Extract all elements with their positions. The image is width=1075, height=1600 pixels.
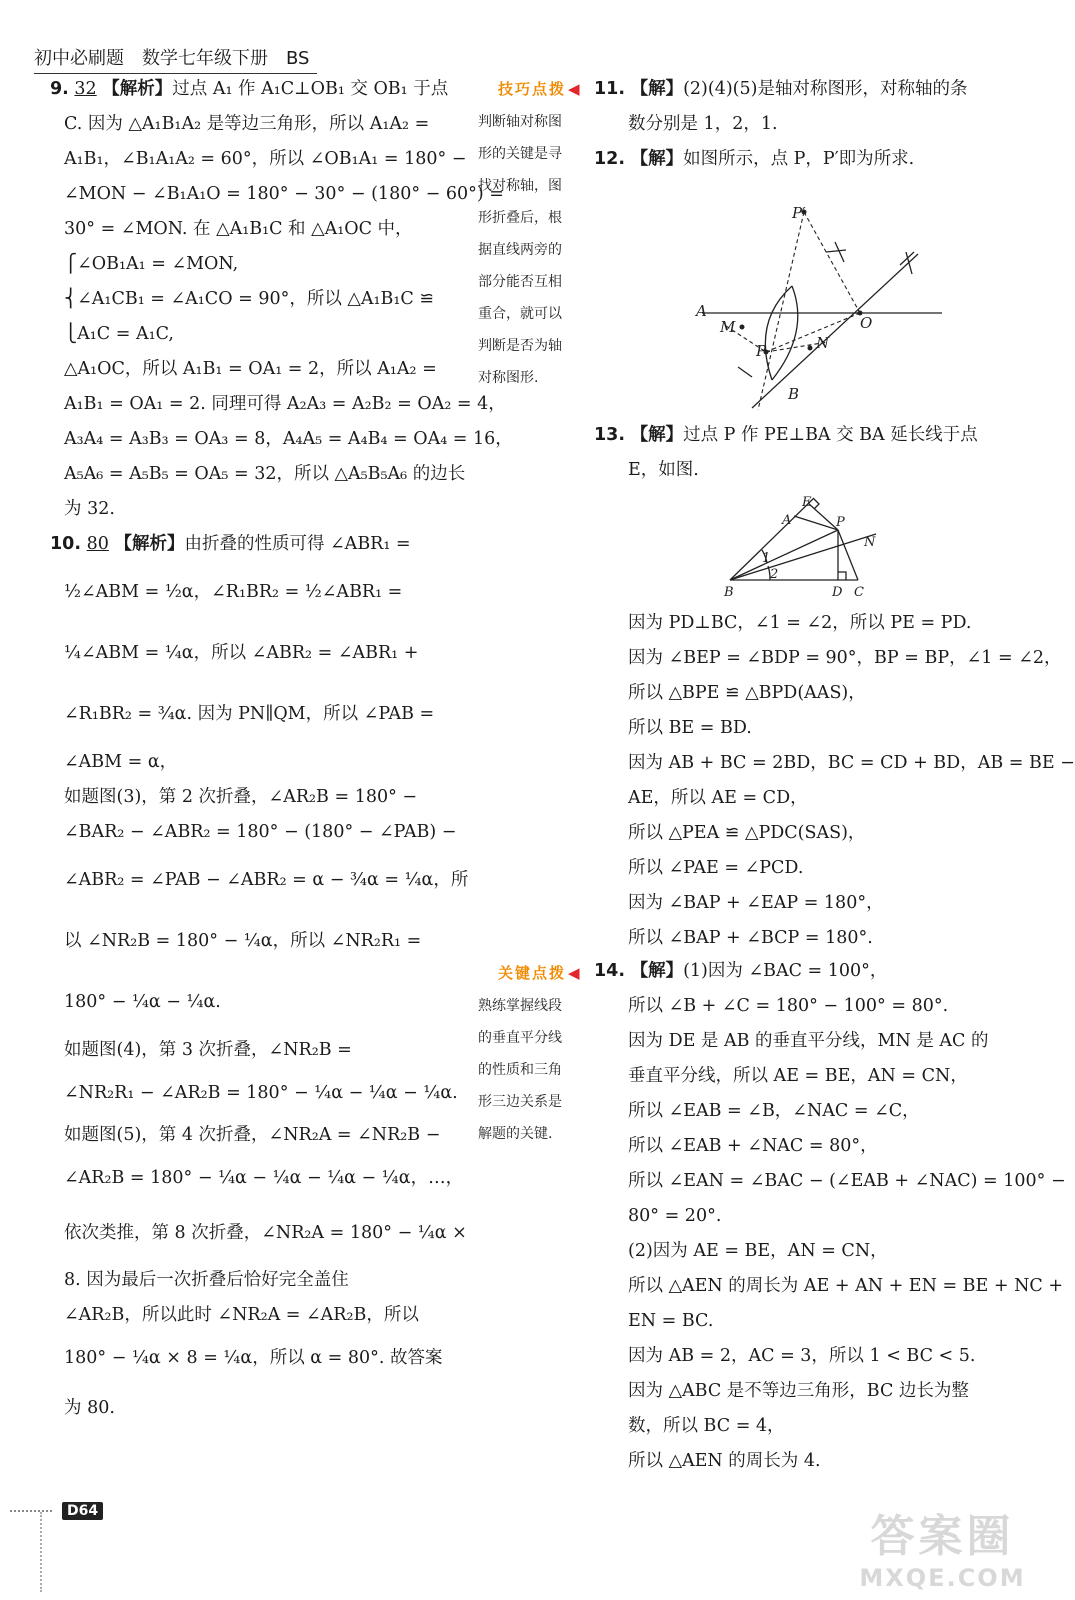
segment-pe: [808, 503, 838, 530]
text-line: 过点 A₁ 作 A₁C⊥OB₁ 交 OB₁ 于点: [172, 79, 449, 99]
text-line: 所以 △BPE ≌ △BPD(AAS)，: [628, 683, 866, 703]
text-line: 因为 DE 是 AB 的垂直平分线，MN 是 AC 的: [628, 1031, 989, 1051]
text-line: 因为 ∠BAP + ∠EAP = 180°，: [628, 893, 884, 913]
tip-line: 部分能否互相: [478, 274, 562, 290]
arc-left: [765, 286, 792, 380]
q11-number: 11.: [594, 79, 626, 99]
text-line: (2)因为 AE = BE，AN = CN，: [628, 1241, 888, 1261]
point-m: [740, 325, 745, 330]
p-o-dashed: [766, 313, 860, 352]
point-n: [808, 346, 813, 351]
q12-tag: 【解】: [630, 149, 684, 169]
label-m: M: [720, 318, 736, 336]
text-line: 依次类推，第 8 次折叠，∠NR₂A = 180° − ¼α ×: [64, 1223, 467, 1243]
tip-line: 重合，就可以: [478, 306, 562, 322]
label-n: N: [864, 535, 876, 550]
footer-dots: [10, 1510, 52, 1512]
tip-line: 的性质和三角: [478, 1062, 562, 1078]
q13-block-top: [594, 418, 1014, 488]
tip-line: 判断是否为轴: [478, 338, 562, 354]
text-line: 为 80.: [64, 1398, 115, 1418]
text-line: 因为 ∠BEP = ∠BDP = 90°，BP = BP，∠1 = ∠2，: [628, 648, 1062, 668]
text-line: 由折叠的性质可得 ∠ABR₁ =: [184, 534, 411, 554]
label-p: P: [836, 515, 845, 530]
tip-title-key: 关键点拨 ◀: [498, 962, 582, 983]
text-line: 所以 △PEA ≌ △PDC(SAS)，: [628, 823, 866, 843]
text-line: ∠NR₂R₁ − ∠AR₂B = 180° − ¼α − ¼α − ¼α.: [64, 1083, 458, 1103]
text-line: 如题图(3)，第 2 次折叠，∠AR₂B = 180° −: [64, 787, 418, 807]
tick: [835, 242, 844, 262]
label-angle-1: 1: [762, 551, 771, 566]
ray-bn: [730, 534, 876, 580]
text-line: ∠ABM = α，: [64, 752, 178, 772]
text-line: EN = BC.: [628, 1311, 714, 1331]
q12-line-1: [594, 142, 1014, 177]
tip-title-technique: 技巧点拨 ◀: [498, 78, 582, 99]
text-line: 以 ∠NR₂B = 180° − ¼α，所以 ∠NR₂R₁ =: [64, 931, 422, 951]
watermark: [850, 1500, 1035, 1592]
figure-13-diagram: [718, 490, 888, 600]
text-line: A₁B₁，∠B₁A₁A₂ = 60°，所以 ∠OB₁A₁ = 180° −: [64, 149, 467, 169]
text-line: A₅A₆ = A₅B₅ = OA₅ = 32，所以 △A₅B₅A₆ 的边长: [64, 464, 466, 484]
text-line: 180° − ¼α × 8 = ¼α，所以 α = 80°. 故答案: [64, 1348, 443, 1368]
label-p-prime: P′: [792, 204, 806, 222]
text-line: 因为 AB = 2，AC = 3，所以 1 < BC < 5.: [628, 1346, 976, 1366]
tip-line: 找对称轴，图: [478, 178, 562, 194]
label-b: B: [788, 385, 800, 403]
text-line: 所以 ∠BAP + ∠BCP = 180°.: [628, 928, 873, 948]
text-line: 8. 因为最后一次折叠后恰好完全盖住: [64, 1270, 349, 1290]
text-line: ⎧∠OB₁A₁ = ∠MON,: [64, 254, 239, 274]
label-d: D: [832, 585, 843, 600]
text-line: 数分别是 1，2，1.: [628, 114, 778, 134]
q10-line-1: [50, 527, 470, 562]
page-number: D64: [62, 1502, 103, 1520]
tip-line: 的垂直平分线: [478, 1030, 562, 1046]
text-line: 因为 PD⊥BC，∠1 = ∠2，所以 PE = PD.: [628, 613, 972, 633]
text-line: C. 因为 △A₁B₁A₂ 是等边三角形，所以 A₁A₂ =: [64, 114, 430, 134]
q11-line-1: [594, 72, 1014, 107]
label-b: B: [724, 585, 734, 600]
text-line: ∠AR₂B = 180° − ¼α − ¼α − ¼α − ¼α，…，: [64, 1168, 464, 1188]
tip-line: 形折叠后，根: [478, 210, 562, 226]
q11-tag: 【解】: [630, 79, 684, 99]
label-n: N: [816, 334, 830, 352]
text-line: ∠AR₂B，所以此时 ∠NR₂A = ∠AR₂B，所以: [64, 1305, 419, 1325]
text-line: E，如图.: [628, 460, 699, 480]
watermark-bottom: MXQE.COM: [859, 1564, 1026, 1592]
q13-tag: 【解】: [630, 425, 684, 445]
label-o: O: [860, 314, 873, 332]
q9-answer: 32: [74, 79, 97, 99]
segment-bp: [730, 530, 838, 580]
text-line: 30° = ∠MON. 在 △A₁B₁C 和 △A₁OC 中，: [64, 219, 413, 239]
tip-body-key: [478, 990, 583, 1150]
text-line: ∠BAR₂ − ∠ABR₂ = 180° − (180° − ∠PAB) −: [64, 822, 457, 842]
tip-body-technique: [478, 106, 583, 394]
text-line: 如图所示，点 P，P′即为所求.: [683, 149, 915, 169]
text-line: 所以 △AEN 的周长为 4.: [628, 1451, 821, 1471]
text-line: 所以 BE = BD.: [628, 718, 752, 738]
text-line: 数，所以 BC = 4，: [628, 1416, 785, 1436]
text-line: 为 32.: [64, 499, 115, 519]
arc-right: [772, 286, 798, 380]
label-p: P: [756, 342, 767, 360]
q14-block: [594, 954, 1066, 1479]
tip-line: 形三边关系是: [478, 1094, 562, 1110]
figure-12-diagram: [680, 182, 960, 418]
text-line: ⎩A₁C = A₁C,: [64, 324, 174, 344]
text-line: A₃A₄ = A₃B₃ = OA₃ = 8，A₄A₅ = A₄B₄ = OA₄ = 16，: [64, 429, 513, 449]
pp-o-dashed: [804, 212, 860, 313]
text-line: 所以 ∠EAN = ∠BAC − (∠EAB + ∠NAC) = 100° −: [628, 1171, 1066, 1191]
right-angle-e: [814, 499, 819, 509]
text-line: ∠MON − ∠B₁A₁O = 180° − 30° − (180° − 60°) =: [64, 184, 504, 204]
label-a: A: [696, 302, 707, 320]
text-line: 所以 ∠EAB + ∠NAC = 80°，: [628, 1136, 878, 1156]
text-line: 所以 △AEN 的周长为 AE + AN + EN = BE + NC +: [628, 1276, 1064, 1296]
text-line: 因为 △ABC 是不等边三角形，BC 边长为整: [628, 1381, 969, 1401]
tick: [826, 250, 846, 252]
text-line: 如题图(4)，第 3 次折叠，∠NR₂B =: [64, 1040, 352, 1060]
text-line: 因为 AB + BC = 2BD，BC = CD + BD，AB = BE −: [628, 753, 1075, 773]
right-angle-d: [838, 572, 846, 580]
text-line: 80° = 20°.: [628, 1206, 722, 1226]
text-line: △A₁OC，所以 A₁B₁ = OA₁ = 2，所以 A₁A₂ =: [64, 359, 437, 379]
tip-line: 解题的关键.: [478, 1126, 553, 1142]
q11-block: [594, 72, 1014, 177]
q14-line-1: [594, 954, 1024, 989]
text-line: 垂直平分线，所以 AE = BE，AN = CN，: [628, 1066, 968, 1086]
q9-line-1: [50, 72, 470, 107]
text-line: 如题图(5)，第 4 次折叠，∠NR₂A = ∠NR₂B −: [64, 1125, 441, 1145]
q10-answer: 80: [86, 534, 109, 554]
text-line: 180° − ¼α − ¼α.: [64, 992, 221, 1012]
text-line: 过点 P 作 PE⊥BA 交 BA 延长线于点: [683, 425, 978, 445]
text-line: (1)因为 ∠BAC = 100°，: [683, 961, 888, 981]
label-c: C: [854, 585, 864, 600]
q9-number: 9.: [50, 79, 69, 99]
tip-line: 据直线两旁的: [478, 242, 562, 258]
segment-ap: [794, 516, 838, 530]
text-line: ∠R₁BR₂ = ¾α. 因为 PN∥QM，所以 ∠PAB =: [64, 704, 435, 724]
q13-block-bottom: [628, 606, 1075, 956]
watermark-top: 答案圈: [870, 1511, 1015, 1562]
footer-dots-vertical: [40, 1512, 42, 1592]
label-angle-2: 2: [770, 567, 779, 582]
label-e: E: [802, 495, 812, 510]
label-a: A: [782, 513, 792, 528]
text-line: 所以 ∠B + ∠C = 180° − 100° = 80°.: [628, 996, 949, 1016]
q13-number: 13.: [594, 425, 626, 445]
tip-line: 判断轴对称图: [478, 114, 562, 130]
text-line: AE，所以 AE = CD，: [628, 788, 808, 808]
q14-number: 14.: [594, 961, 626, 981]
q14-tag: 【解】: [630, 961, 684, 981]
text-line: ∠ABR₂ = ∠PAB − ∠ABR₂ = α − ¾α = ¼α，所: [64, 870, 469, 890]
tip-line: 熟练掌握线段: [478, 998, 562, 1014]
q10-tag: 【解析】: [114, 534, 185, 554]
tip-line: 形的关键是寻: [478, 146, 562, 162]
text-line: 所以 ∠EAB = ∠B，∠NAC = ∠C，: [628, 1101, 920, 1121]
q12-number: 12.: [594, 149, 626, 169]
text-line: A₁B₁ = OA₁ = 2. 同理可得 A₂A₃ = A₂B₂ = OA₂ = 4，: [64, 394, 506, 414]
text-line: ⎨∠A₁CB₁ = ∠A₁CO = 90°，所以 △A₁B₁C ≌: [64, 289, 435, 309]
q10-number: 10.: [50, 534, 82, 554]
tick: [738, 367, 752, 377]
tip-line: 对称图形.: [478, 370, 539, 386]
q9-tag: 【解析】: [102, 79, 173, 99]
text-line: (2)(4)(5)是轴对称图形，对称轴的条: [683, 79, 968, 99]
text-line: ½∠ABM = ½α，∠R₁BR₂ = ½∠ABR₁ =: [64, 582, 403, 602]
text-line: 所以 ∠PAE = ∠PCD.: [628, 858, 804, 878]
text-line: ¼∠ABM = ¼α，所以 ∠ABR₂ = ∠ABR₁ +: [64, 643, 419, 663]
q13-line-1: [594, 418, 1014, 453]
page-header: 初中必刷题 数学七年级下册 BS: [34, 44, 317, 74]
